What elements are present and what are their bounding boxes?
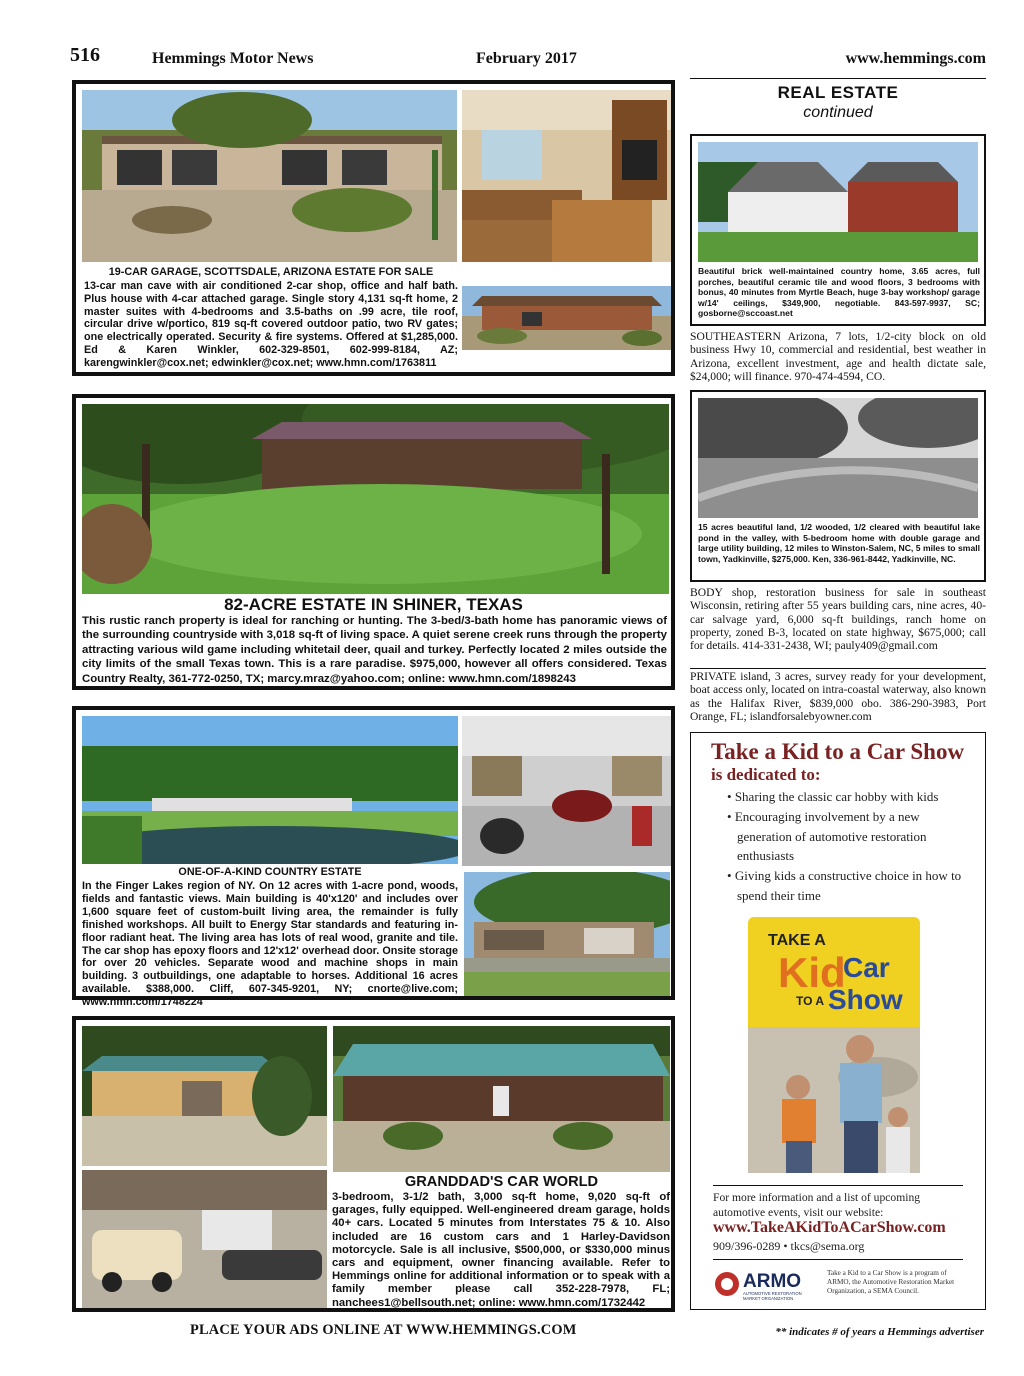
ad-shiner-body: This rustic ranch property is ideal for ranching or hunting. The 3-bed/3-bath home has panoramic views of the surrounding countryside with 3,018 sq-ft of living space. A quiet serene creek runs through the property attracting various wild game including whitetail deer, quail and turkey. Perfectly located 2 miles outside the city limits of the small Texas town. This is a rare paradise. $975,000, however all offers considered. Texas Country Realty, 361-772-0250, TX; marcy.mraz@yahoo.com; online: www.hmn.com/1898243 [82,615,667,685]
ad-granddad-body: 3-bedroom, 3-1/2 bath, 3,000 sq-ft home, 9,020 sq-ft of garages, fully equipped. Well-engineered dream garage, holds 40+ cars. Located 5 minutes from Interstates 75 & 10. Also included are 16 custom cars and 1 Harley-Davidson motorcycle. Sale is all inclusive, $500,000, or $330,000 minus cars and equipment, owner financing available. Refer to Hemmings online for additional information or to speak with a family member please call 352-228-7978, FL; nanchees1@bellsouth.net; online: www.hmn.com/1732442 [332,1191,670,1309]
ad-fifteen-acres [690,390,986,582]
ad-private-island: PRIVATE island, 3 acres, survey ready for your development, boat access only, located on intra-coastal waterway, also known as the Halifax River, $839,000 obo. 386-290-3983, Port Orange, FL; islandforsalebyowner.com [690,670,986,723]
ad-granddad-title: GRANDDAD'S CAR WORLD [404,1174,599,1190]
kid-show-contact: 909/396-0289 • tkcs@sema.org [713,1239,865,1253]
ad-shiner [72,394,675,690]
ad-body-shop: BODY shop, restoration business for sale in southeast Wisconsin, retiring after 55 years building cars, nine acres, 40-car salvage yard, 6,000 sq-ft buildings, ranch home on property, zoned B-3, located on state highway, $675,000; call for details. 414-331-2438, WI; pauly409@gmail.com [690,586,986,653]
kitchen-photo [462,90,671,262]
ad-country-title: ONE-OF-A-KIND COUNTRY ESTATE [178,866,362,878]
list-item: • Giving kids a constructive choice in how to spend their time [725,866,975,906]
svg-text:MARKET ORGANIZATION: MARKET ORGANIZATION [743,1296,794,1301]
ad-scottsdale [72,80,675,376]
svg-text:TAKE A: TAKE A [768,932,826,949]
svg-text:Kid: Kid [778,949,846,996]
ad-country-body: In the Finger Lakes region of NY. On 12 acres with 1-acre pond, woods, fields and fantastic views. Main building is 40'x120' and includes over 1,600 square feet of custom-built living area, the remainder is fully finished workshops. All built to Energy Star standards and featuring in-floor radiant heat. The living area has lots of real wood, granite and tile. The car shop has epoxy floors and 12'x12' overhead door. Onsite storage for over 20 vehicles. Separate wood and machine shops in main building. 3 outbuildings, one adaptable to horses. Additional 16 acres available. $388,000. Cliff, 607-345-9201, NY; cnorte@live.com; www.hmn.com/1748224 [82,880,458,1009]
svg-text:AUTOMOTIVE RESTORATION: AUTOMOTIVE RESTORATION [743,1291,802,1296]
ad-brick-home [690,134,986,326]
page-header [70,44,986,72]
footer-place-ads: PLACE YOUR ADS ONLINE AT WWW.HEMMINGS.COM [190,1322,577,1338]
site-url: www.hemmings.com [845,50,986,67]
svg-text:Show: Show [828,984,903,1015]
pond-photo [82,716,458,864]
kid-show-list [725,787,975,906]
svg-text:Car: Car [843,952,890,983]
ad-granddad [72,1016,675,1312]
ad-country-estate [72,706,675,1009]
real-estate-heading [690,78,986,122]
list-item: • Sharing the classic car hobby with kids [725,787,975,807]
armo-logo [713,1267,821,1301]
kid-show-box [690,732,986,1310]
ad-scottsdale-title: 19-CAR GARAGE, SCOTTSDALE, ARIZONA ESTATE FOR SALE [108,266,434,278]
list-item: • Encouraging involvement by a new generation of automotive restoration enthusiasts [725,807,975,866]
issue-date: February 2017 [476,50,577,67]
ad-shiner-title: 82-ACRE ESTATE IN SHINER, TEXAS [224,595,523,614]
yellow-garage-photo [82,1026,327,1166]
outbuilding-photo [464,872,670,996]
real-estate-title: REAL ESTATE [777,83,899,102]
ad-scottsdale-body: 13-car man cave with air conditioned 2-car shop, office and half bath. Plus house with 4-car attached garage. Single story 4,131 sq-ft home, 2 master suites with 4-bedrooms and 3.5-baths on .99 acre, tile roof, circular drive w/portico, 819 sq-ft covered outdoor patio, two RV gates; one electrically operated. Security & fire systems. Offered at $1,285,000. Ed & Karen Winkler, 602-329-8501, 602-999-8184, AZ; karengwinkler@cox.net; edwinkler@cox.net; www.hmn.com/1763811 [84,280,458,369]
ad-arizona-lots: SOUTHEASTERN Arizona, 7 lots, 1/2-city block on old business Hwy 10, commercial and residential, best weather in Arizona, excellent investment, age and health dictate sale, $24,000; will finance. 970-474-4594, CO. [690,330,986,383]
divider [690,668,986,669]
kid-show-info: For more information and a list of upcoming automotive events, visit our website: [713,1185,963,1221]
ranch-photo [82,404,669,594]
svg-text:TO A: TO A [796,994,825,1008]
kid-show-url[interactable]: www.TakeAKidToACarShow.com [713,1219,946,1236]
shop-interior-photo [462,716,671,866]
garage-photo [82,90,457,262]
brick-home-photo [698,142,978,262]
kid-show-subtitle: is dedicated to: [711,765,821,784]
real-estate-subtitle: continued [803,104,873,121]
kid-show-logo [748,917,920,1173]
footer-note: ** indicates # of years a Hemmings advertiser [775,1326,984,1338]
land-photo [698,398,978,518]
armo-description: Take a Kid to a Car Show is a program of ARMO, the Automotive Restoration Market Organization, a SEMA Council. [827,1269,955,1295]
house-exterior-photo [462,286,671,350]
fifteen-acres-text: 15 acres beautiful land, 1/2 wooded, 1/2 cleared with beautiful lake pond in the valley, with 5-bedroom home with double garage and large utility building, 12 miles to Winston-Salem, NC, 5 miles to small town, Yadkinville, $275,000. Ken, 336-961-8442, Yadkinville, NC. [698,522,980,564]
page-number: 516 [70,44,100,66]
teal-roof-home-photo [333,1026,670,1172]
car-collection-photo [82,1170,327,1308]
svg-text:ARMO: ARMO [743,1271,802,1292]
divider [713,1259,963,1260]
brick-home-text: Beautiful brick well-maintained country home, 3.65 acres, full porches, beautiful ceramic tile and wood floors, 3 bedrooms with bonus, 40 minutes from Myrtle Beach, huge 3-bay workshop/ garage w/14' ceilings, $349,900, negotiable. 843-597-9937, SC; gosborne@sccoast.net [698,266,980,319]
publication-name: Hemmings Motor News [152,50,314,67]
kid-show-title: Take a Kid to a Car Show [711,739,965,764]
